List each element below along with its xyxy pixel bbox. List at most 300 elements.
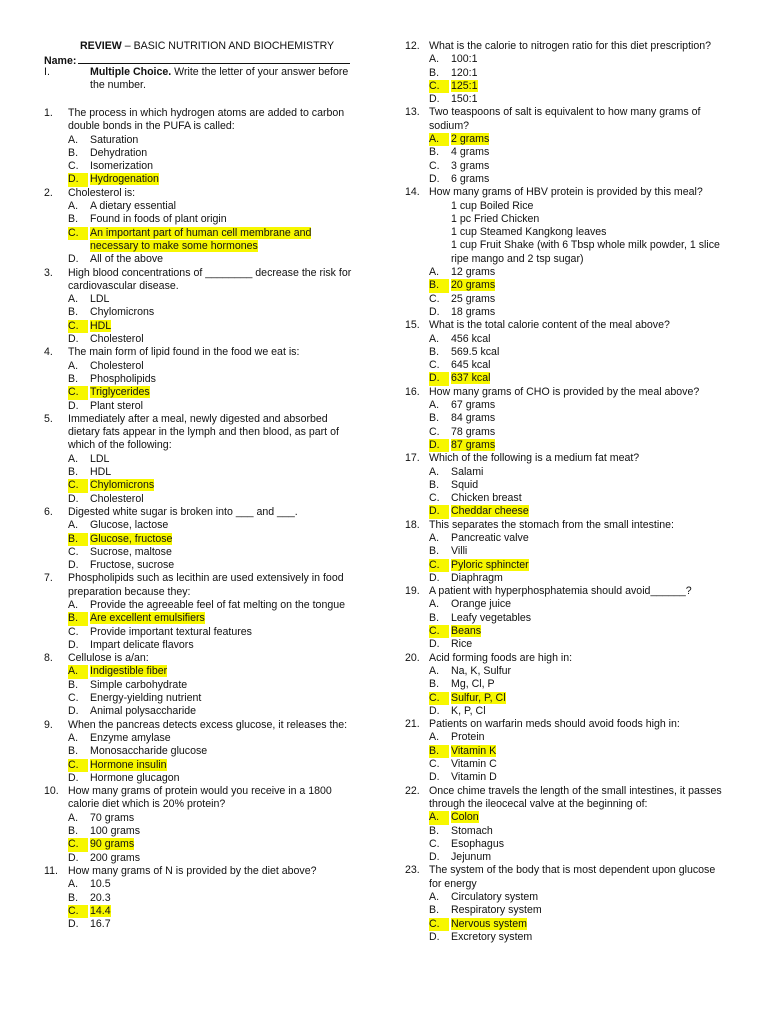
answer-option bbox=[68, 692, 362, 705]
option-text: 150:1 bbox=[451, 93, 478, 106]
option-text: Cholesterol bbox=[90, 492, 144, 505]
answer-option bbox=[429, 904, 727, 917]
option-letter: B. bbox=[429, 478, 440, 491]
section-heading bbox=[44, 66, 362, 93]
option-text: Respiratory system bbox=[451, 904, 542, 917]
option-letter: D. bbox=[68, 559, 79, 572]
option-text: Protein bbox=[451, 731, 485, 744]
option-text: Chicken breast bbox=[451, 492, 522, 505]
option-text: HDL bbox=[90, 319, 112, 332]
option-text: 120:1 bbox=[451, 66, 478, 79]
option-letter: C. bbox=[68, 625, 79, 638]
option-text: Provide the agreeable feel of fat melting on the tongue bbox=[90, 598, 346, 611]
option-text: Sulfur, P, Cl bbox=[451, 691, 506, 704]
option-letter: A. bbox=[68, 731, 79, 744]
option-text: 100:1 bbox=[451, 53, 478, 66]
option-letter: C. bbox=[68, 759, 88, 772]
question-text: Two teaspoons of salt is equivalent to how many grams of sodium? bbox=[429, 106, 701, 132]
answer-option bbox=[68, 134, 362, 147]
option-text: Glucose, fructose bbox=[90, 532, 173, 545]
question-number: 21. bbox=[405, 718, 420, 731]
option-text: Vitamin K bbox=[451, 744, 497, 757]
option-text: Vitamin D bbox=[451, 771, 497, 784]
answer-option bbox=[429, 160, 727, 173]
question bbox=[44, 506, 362, 572]
question bbox=[405, 106, 727, 186]
option-text: Found in foods of plant origin bbox=[90, 213, 227, 226]
option-text: A dietary essential bbox=[90, 200, 176, 213]
question-text: Cholesterol is: bbox=[68, 186, 136, 199]
question bbox=[44, 719, 362, 785]
option-text: 2 grams bbox=[451, 133, 490, 146]
answer-option bbox=[68, 745, 362, 758]
answer-option bbox=[68, 147, 362, 160]
option-letter: D. bbox=[68, 918, 79, 931]
question-number: 6. bbox=[44, 505, 53, 518]
question-number: 8. bbox=[44, 652, 53, 665]
option-text: Hormone glucagon bbox=[90, 771, 180, 784]
question-text: What is the total calorie content of the meal above? bbox=[429, 319, 670, 332]
question-number: 5. bbox=[44, 412, 53, 425]
answer-option-highlighted bbox=[68, 838, 362, 851]
answer-option-highlighted bbox=[68, 173, 362, 186]
option-text: Impart delicate flavors bbox=[90, 638, 194, 651]
option-letter: C. bbox=[68, 545, 79, 558]
answer-option bbox=[429, 466, 727, 479]
question-number: 22. bbox=[405, 784, 420, 797]
answer-option bbox=[429, 412, 727, 425]
answer-option-highlighted bbox=[68, 320, 362, 333]
option-letter: C. bbox=[429, 159, 440, 172]
answer-option bbox=[68, 772, 362, 785]
option-letter: C. bbox=[429, 492, 440, 505]
question bbox=[405, 452, 727, 518]
option-letter: D. bbox=[429, 505, 449, 518]
option-text: 200 grams bbox=[90, 851, 141, 864]
option-letter: C. bbox=[429, 758, 440, 771]
option-letter: A. bbox=[429, 598, 440, 611]
answer-option bbox=[429, 758, 727, 771]
question bbox=[405, 718, 727, 784]
question-text: Which of the following is a medium fat meat? bbox=[429, 452, 640, 465]
option-letter: D. bbox=[429, 638, 440, 651]
option-letter: D. bbox=[68, 851, 79, 864]
option-letter: A. bbox=[429, 531, 440, 544]
option-text: Circulatory system bbox=[451, 891, 539, 903]
answer-option bbox=[68, 253, 362, 266]
option-letter: C. bbox=[68, 479, 88, 492]
menu-item: 1 pc Fried Chicken bbox=[451, 212, 540, 225]
answer-option bbox=[429, 479, 727, 492]
option-text: Triglycerides bbox=[90, 386, 150, 399]
answer-option bbox=[68, 626, 362, 639]
answer-option bbox=[429, 545, 727, 558]
option-text: 87 grams bbox=[451, 438, 496, 451]
option-letter: A. bbox=[429, 332, 440, 345]
option-text: Diaphragm bbox=[451, 571, 503, 584]
answer-option bbox=[429, 612, 727, 625]
answer-option-highlighted bbox=[429, 505, 727, 518]
answer-option-highlighted bbox=[429, 439, 727, 452]
option-letter: D. bbox=[68, 399, 79, 412]
option-text: Jejunum bbox=[451, 851, 492, 864]
option-text: 100 grams bbox=[90, 825, 141, 838]
option-letter: B. bbox=[429, 66, 440, 79]
question-text: The system of the body that is most dependent upon glucose for energy bbox=[429, 864, 716, 890]
question-text: How many grams of N is provided by the diet above? bbox=[68, 864, 317, 877]
question-text: A patient with hyperphosphatemia should avoid______? bbox=[429, 585, 692, 598]
question bbox=[405, 585, 727, 651]
answer-option-highlighted bbox=[429, 80, 727, 93]
question-text: The main form of lipid found in the food we eat is: bbox=[68, 346, 300, 359]
option-text: Na, K, Sulfur bbox=[451, 664, 512, 677]
option-letter: A. bbox=[429, 266, 440, 279]
option-letter: B. bbox=[68, 891, 79, 904]
option-text: 645 kcal bbox=[451, 359, 491, 372]
answer-option bbox=[68, 293, 362, 306]
option-text: Dehydration bbox=[90, 146, 148, 159]
answer-option-highlighted bbox=[68, 227, 362, 254]
option-letter: C. bbox=[429, 359, 440, 372]
answer-option bbox=[68, 306, 362, 319]
answer-option bbox=[429, 346, 727, 359]
question-number: 3. bbox=[44, 266, 53, 279]
option-letter: B. bbox=[68, 678, 79, 691]
option-text: 456 kcal bbox=[451, 332, 491, 345]
question bbox=[44, 572, 362, 652]
answer-option bbox=[429, 638, 727, 651]
answer-option-highlighted bbox=[68, 905, 362, 918]
option-letter: D. bbox=[429, 571, 440, 584]
answer-option-highlighted bbox=[68, 665, 362, 678]
answer-option-highlighted bbox=[68, 612, 362, 625]
option-text: Cheddar cheese bbox=[451, 505, 529, 518]
answer-option-highlighted bbox=[429, 372, 727, 385]
answer-option bbox=[68, 918, 362, 931]
question-number: 12. bbox=[405, 40, 420, 52]
option-letter: D. bbox=[429, 704, 440, 717]
answer-option-highlighted bbox=[429, 133, 727, 146]
answer-option bbox=[68, 466, 362, 479]
answer-option bbox=[429, 399, 727, 412]
question-number: 14. bbox=[405, 186, 420, 199]
question bbox=[44, 346, 362, 412]
question-text: Cellulose is a/an: bbox=[68, 652, 149, 665]
option-letter: B. bbox=[68, 612, 88, 625]
option-text: Saturation bbox=[90, 133, 139, 146]
option-letter: A. bbox=[68, 293, 79, 306]
option-letter: A. bbox=[68, 598, 79, 611]
option-text: Indigestible fiber bbox=[90, 665, 168, 678]
page-title bbox=[80, 40, 370, 53]
option-letter: B. bbox=[429, 611, 440, 624]
option-letter: C. bbox=[68, 227, 88, 240]
option-text: Cholesterol bbox=[90, 333, 144, 346]
option-text: 18 grams bbox=[451, 305, 496, 318]
answer-option bbox=[68, 493, 362, 506]
option-letter: D. bbox=[429, 372, 449, 385]
option-text: Phospholipids bbox=[90, 372, 156, 385]
question-number: 16. bbox=[405, 385, 420, 398]
question-text: Patients on warfarin meds should avoid foods high in: bbox=[429, 718, 680, 731]
option-letter: A. bbox=[429, 664, 440, 677]
option-text: 569.5 kcal bbox=[451, 345, 500, 358]
option-text: 67 grams bbox=[451, 399, 496, 412]
option-letter: A. bbox=[68, 811, 79, 824]
option-text: Stomach bbox=[451, 824, 493, 837]
answer-option bbox=[429, 67, 727, 80]
answer-option-highlighted bbox=[429, 559, 727, 572]
answer-option bbox=[429, 931, 727, 944]
question bbox=[405, 386, 727, 452]
option-letter: B. bbox=[68, 825, 79, 838]
question-number: 20. bbox=[405, 651, 420, 664]
option-letter: B. bbox=[429, 345, 440, 358]
answer-option bbox=[429, 771, 727, 784]
option-letter: A. bbox=[68, 133, 79, 146]
option-text: Chylomicrons bbox=[90, 479, 155, 492]
answer-option bbox=[429, 891, 727, 904]
option-text: Cholesterol bbox=[90, 359, 144, 372]
option-text: Sucrose, maltose bbox=[90, 545, 172, 558]
option-text: Fructose, sucrose bbox=[90, 559, 175, 572]
question-number: 19. bbox=[405, 585, 420, 598]
question-number: 13. bbox=[405, 106, 420, 119]
answer-option-highlighted bbox=[429, 918, 727, 931]
answer-option bbox=[68, 679, 362, 692]
section-instructions: Write the letter of your answer before the number. bbox=[90, 66, 349, 92]
answer-option bbox=[429, 705, 727, 718]
option-text: 637 kcal bbox=[451, 372, 491, 385]
option-letter: B. bbox=[68, 372, 79, 385]
question bbox=[405, 186, 727, 319]
option-letter: D. bbox=[68, 173, 88, 186]
option-letter: C. bbox=[429, 625, 449, 638]
answer-option-highlighted bbox=[429, 625, 727, 638]
option-letter: A. bbox=[68, 359, 79, 372]
answer-option-highlighted bbox=[68, 759, 362, 772]
answer-option bbox=[429, 572, 727, 585]
option-letter: C. bbox=[429, 80, 449, 93]
question-number: 7. bbox=[44, 572, 53, 585]
option-text: All of the above bbox=[90, 253, 164, 266]
option-letter: D. bbox=[68, 253, 79, 266]
question bbox=[44, 267, 362, 347]
question bbox=[44, 785, 362, 865]
option-text: Pancreatic valve bbox=[451, 531, 529, 544]
answer-option bbox=[429, 293, 727, 306]
option-letter: D. bbox=[429, 305, 440, 318]
option-text: Plant sterol bbox=[90, 399, 143, 412]
question-text: Phospholipids such as lecithin are used extensively in food preparation because they: bbox=[68, 572, 344, 598]
answer-option bbox=[68, 812, 362, 825]
question-text: High blood concentrations of ________ decrease the risk for cardiovascular disease. bbox=[68, 266, 352, 292]
option-letter: A. bbox=[429, 891, 440, 903]
option-letter: A. bbox=[68, 452, 79, 465]
question-number: 9. bbox=[44, 718, 53, 731]
option-text: LDL bbox=[90, 293, 110, 306]
option-letter: D. bbox=[429, 93, 440, 106]
option-letter: D. bbox=[68, 771, 79, 784]
answer-option bbox=[429, 665, 727, 678]
answer-option bbox=[429, 492, 727, 505]
answer-option bbox=[429, 426, 727, 439]
answer-option bbox=[68, 825, 362, 838]
option-letter: C. bbox=[429, 918, 449, 931]
option-letter: B. bbox=[68, 533, 88, 546]
question bbox=[405, 652, 727, 718]
answer-option bbox=[68, 333, 362, 346]
option-text: Excretory system bbox=[451, 930, 533, 943]
option-text: 25 grams bbox=[451, 292, 496, 305]
answer-option bbox=[68, 705, 362, 718]
option-text: Animal polysaccharide bbox=[90, 705, 196, 718]
option-letter: B. bbox=[429, 146, 440, 159]
option-text: HDL bbox=[90, 466, 112, 479]
option-text: Glucose, lactose bbox=[90, 519, 169, 532]
option-letter: A. bbox=[68, 878, 79, 891]
option-letter: D. bbox=[429, 851, 440, 864]
answer-option bbox=[68, 852, 362, 865]
option-text: 16.7 bbox=[90, 918, 111, 931]
option-letter: A. bbox=[429, 731, 440, 744]
option-letter: B. bbox=[429, 904, 440, 917]
option-text: Salami bbox=[451, 465, 484, 478]
answer-option bbox=[429, 266, 727, 279]
question-text: What is the calorie to nitrogen ratio for this diet prescription? bbox=[429, 40, 712, 52]
question-number: 11. bbox=[44, 864, 58, 877]
question-text: How many grams of protein would you receive in a 1800 calorie diet which is 20% protein? bbox=[68, 785, 332, 811]
question-number: 23. bbox=[405, 864, 420, 877]
option-letter: A. bbox=[429, 53, 440, 66]
answer-option bbox=[68, 892, 362, 905]
option-text: Chylomicrons bbox=[90, 306, 155, 319]
right-column bbox=[405, 40, 727, 944]
option-text: LDL bbox=[90, 452, 110, 465]
option-text: Mg, Cl, P bbox=[451, 678, 495, 691]
option-text: K, P, Cl bbox=[451, 704, 486, 717]
option-text: Rice bbox=[451, 638, 473, 651]
option-text: Colon bbox=[451, 811, 479, 824]
question-text: How many grams of CHO is provided by the meal above? bbox=[429, 385, 700, 398]
question-text: Digested white sugar is broken into ___ and ___. bbox=[68, 505, 298, 518]
option-letter: C. bbox=[429, 692, 449, 705]
question-number: 4. bbox=[44, 346, 53, 359]
answer-option bbox=[68, 213, 362, 226]
option-text: 125:1 bbox=[451, 79, 478, 92]
option-letter: D. bbox=[68, 638, 79, 651]
option-text: Orange juice bbox=[451, 598, 512, 611]
option-letter: B. bbox=[68, 146, 79, 159]
answer-option bbox=[68, 559, 362, 572]
answer-option bbox=[429, 678, 727, 691]
title-rest: – BASIC NUTRITION AND BIOCHEMISTRY bbox=[121, 40, 335, 52]
question bbox=[44, 865, 362, 931]
option-letter: B. bbox=[429, 279, 449, 292]
question-number: 18. bbox=[405, 518, 420, 531]
question-text: Acid forming foods are high in: bbox=[429, 651, 573, 664]
answer-option-highlighted bbox=[68, 533, 362, 546]
answer-option bbox=[429, 359, 727, 372]
answer-option bbox=[68, 878, 362, 891]
name-underline[interactable] bbox=[78, 53, 350, 64]
option-text: 20 grams bbox=[451, 279, 496, 292]
option-letter: B. bbox=[429, 824, 440, 837]
option-text: 14.4 bbox=[90, 904, 111, 917]
option-text: 20.3 bbox=[90, 891, 111, 904]
option-letter: C. bbox=[68, 692, 79, 705]
option-text: 10.5 bbox=[90, 878, 111, 891]
option-text: Villi bbox=[451, 545, 468, 558]
option-letter: C. bbox=[68, 160, 79, 173]
answer-option bbox=[68, 599, 362, 612]
option-letter: C. bbox=[429, 292, 440, 305]
question-number: 17. bbox=[405, 452, 420, 465]
answer-option bbox=[68, 200, 362, 213]
answer-option-highlighted bbox=[429, 745, 727, 758]
question-text: This separates the stomach from the small intestine: bbox=[429, 518, 674, 531]
question bbox=[405, 864, 727, 944]
option-text: Isomerization bbox=[90, 160, 153, 173]
question bbox=[44, 187, 362, 267]
answer-option bbox=[68, 160, 362, 173]
question-text: How many grams of HBV protein is provided by this meal? bbox=[429, 186, 703, 199]
answer-option bbox=[429, 53, 727, 66]
option-letter: C. bbox=[429, 425, 440, 438]
option-text: 70 grams bbox=[90, 811, 135, 824]
option-letter: A. bbox=[429, 399, 440, 412]
answer-option bbox=[68, 453, 362, 466]
question bbox=[405, 785, 727, 865]
option-text: Beans bbox=[451, 625, 482, 638]
answer-option bbox=[68, 732, 362, 745]
section-bold: Multiple Choice. bbox=[90, 66, 172, 78]
question bbox=[405, 519, 727, 585]
question bbox=[44, 413, 362, 506]
answer-option bbox=[429, 838, 727, 851]
option-letter: A. bbox=[429, 133, 449, 146]
option-letter: A. bbox=[68, 665, 88, 678]
option-text: Energy-yielding nutrient bbox=[90, 692, 202, 705]
option-text: 4 grams bbox=[451, 146, 490, 159]
answer-option bbox=[429, 825, 727, 838]
option-letter: D. bbox=[429, 771, 440, 784]
answer-option bbox=[429, 532, 727, 545]
option-text: Vitamin C bbox=[451, 758, 497, 771]
option-letter: A. bbox=[429, 465, 440, 478]
answer-option bbox=[429, 598, 727, 611]
answer-option-highlighted bbox=[68, 479, 362, 492]
name-label: Name: bbox=[44, 55, 77, 67]
question bbox=[405, 40, 727, 106]
option-letter: B. bbox=[429, 412, 440, 425]
option-text: 3 grams bbox=[451, 159, 490, 172]
left-column bbox=[44, 107, 362, 931]
answer-option-highlighted bbox=[429, 692, 727, 705]
question-text: Immediately after a meal, newly digested and absorbed dietary fats appear in the lymph and then blood, as part of which of the following: bbox=[68, 412, 339, 452]
question-number: 15. bbox=[405, 319, 420, 332]
option-text: Provide important textural features bbox=[90, 625, 252, 638]
option-letter: B. bbox=[429, 545, 440, 558]
option-text: Esophagus bbox=[451, 837, 505, 850]
answer-option-highlighted bbox=[429, 279, 727, 292]
option-letter: C. bbox=[429, 837, 440, 850]
question-number: 10. bbox=[44, 785, 59, 798]
option-letter: B. bbox=[429, 678, 440, 691]
question bbox=[44, 107, 362, 187]
answer-option bbox=[68, 519, 362, 532]
question-text: The process in which hydrogen atoms are added to carbon double bonds in the PUFA is called: bbox=[68, 107, 345, 133]
